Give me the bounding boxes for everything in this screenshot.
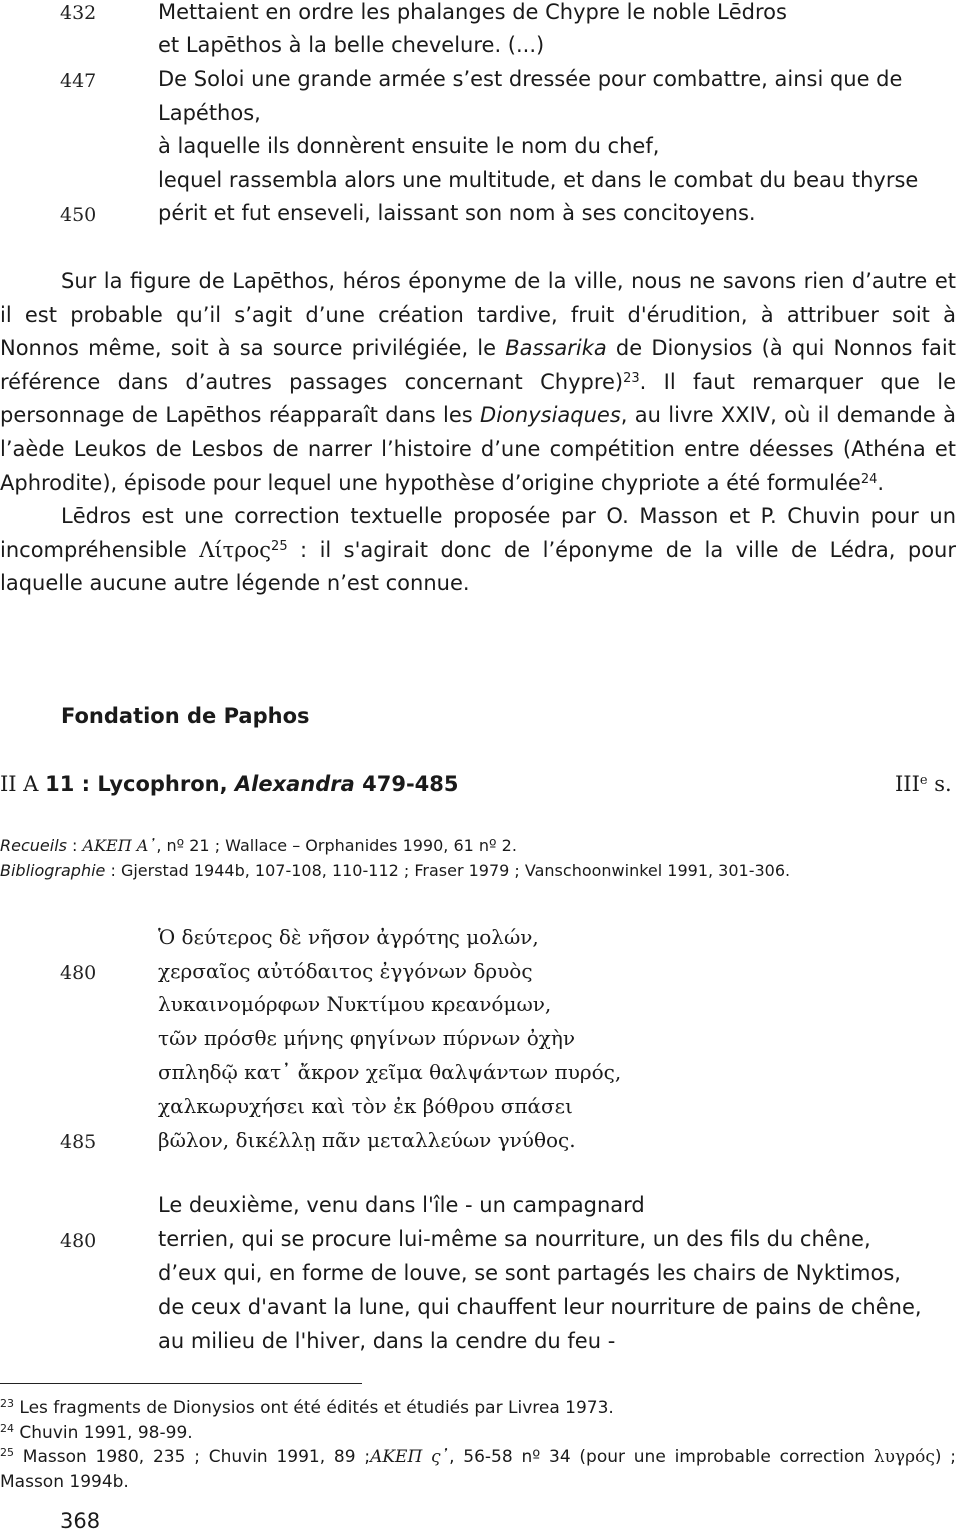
page-number: 368 <box>60 1509 101 1533</box>
entry-century: IIIe s. <box>895 772 952 796</box>
footnote-ref[interactable]: 24 <box>860 471 878 487</box>
entry-heading: II A 11 : Lycophron, Alexandra 479-485 <box>0 772 459 796</box>
paragraph-ledros: Lēdros est une correction textuelle proposée par O. Masson et P. Chuvin pour un incompréhensible Λίτρος$^{25}$ : il s'agirait donc de l’éponyme de la ville de Lédra, pour laquelle aucune autre légende n’est connue. <box>0 504 956 596</box>
paragraph-lapethos: Sur la figure de Lapēthos, héros éponyme de la ville, nous ne savons rien d’autre et il est probable qu’il s’agit d’une création tardive, fruit d'érudition, à attribuer soit à Nonnos même, soit à sa source privilégiée, le Bassarika de Dionysios (à qui Nonnos fait référence dans d’autres passages concernant Chypre)$^{23}$. Il faut remarquer que le personnage de Lapēthos réapparaît dans les Dionysiaques, au livre XXIV, où il demande à l’aède Leukos de Lesbos de narrer l’histoire d’une compétition entre déesses (Athéna et Aphrodite), épisode pour lequel une hypothèse d’origine chypriote a été formulée$^{24}$. <box>0 269 956 495</box>
verse-line: lequel rassembla alors une multitude, et dans le combat du beau thyrse <box>158 168 919 192</box>
footnote-25: $^{25}$ Masson 1980, 235 ; Chuvin 1991, 89 ;ΑΚΕΠ ς᾿, 56-58 nº 34 (pour une improbable correction λυγρός) ; Masson 1994b. <box>0 1446 956 1492</box>
commentary <box>0 265 956 601</box>
translation-line: d’eux qui, en forme de louve, se sont partagés les chairs de Nyktimos, <box>158 1261 901 1285</box>
greek-verse: σπληδῷ κατ᾽ ἄκρον χεῖμα θαλψάντων πυρός, <box>158 1060 622 1084</box>
greek-word: Λίτρος <box>199 537 272 562</box>
translation-line: Le deuxième, venu dans l'île - un campagnard <box>158 1193 645 1217</box>
translation-line: de ceux d'avant la lune, qui chauffent leur nourriture de pains de chêne, <box>158 1295 922 1319</box>
footnotes <box>0 1396 956 1494</box>
verse-line: à laquelle ils donnèrent ensuite le nom du chef, <box>158 134 660 158</box>
line-number: 485 <box>60 1131 97 1153</box>
entry-author: : Lycophron, <box>74 772 235 796</box>
footnote-23: $^{23}$ Les fragments de Dionysios ont été édités et étudiés par Livrea 1973. <box>0 1397 614 1418</box>
line-number: 447 <box>60 70 97 92</box>
verse-line: et Lapēthos à la belle chevelure. (...) <box>158 33 545 57</box>
greek-verse: λυκαινομόρφων Νυκτίμου κρεανόμων, <box>158 992 552 1016</box>
line-number: 480 <box>60 1230 97 1252</box>
translation-line: terrien, qui se procure lui-même sa nourriture, un des fils du chêne, <box>158 1227 871 1251</box>
bibliographie-label: Bibliographie <box>0 861 106 880</box>
bibliographie-line: Bibliographie : Gjerstad 1944b, 107-108, 110-112 ; Fraser 1979 ; Vanschoonwinkel 1991, 301-306. <box>0 861 791 880</box>
section-title: Fondation de Paphos <box>61 704 310 728</box>
greek-verse: χερσαῖος αὐτόδαιτος ἐγγόνων δρυὸς <box>158 959 533 983</box>
recueils-line: Recueils : ΑΚΕΠ Α᾿, nº 21 ; Wallace – Orphanides 1990, 61 nº 2. <box>0 836 517 855</box>
verse-line: Mettaient en ordre les phalanges de Chypre le noble Lēdros <box>158 0 787 24</box>
recueils-label: Recueils <box>0 836 67 855</box>
greek-verse: τῶν πρόσθε μήνης φηγίνων πύρνων ὀχὴν <box>158 1026 576 1050</box>
work-title: Bassarika <box>505 336 607 361</box>
verse-line: périt et fut enseveli, laissant son nom à ses concitoyens. <box>158 201 756 225</box>
translation-line: au milieu de l'hiver, dans la cendre du feu - <box>158 1329 616 1353</box>
entry-work: Alexandra <box>234 772 355 796</box>
line-number: 450 <box>60 204 97 226</box>
greek-verse: Ὁ δεύτερος δὲ νῆσον ἀγρότης μολών, <box>158 925 539 949</box>
footnote-ref[interactable]: 23 <box>623 370 640 386</box>
verse-line: De Soloi une grande armée s’est dressée pour combattre, ainsi que de <box>158 67 903 91</box>
greek-verse: βῶλον, δικέλλῃ πᾶν μεταλλεύων γνύθος. <box>158 1128 576 1152</box>
greek-verse: χαλκωρυχήσει καὶ τὸν ἐκ βόθρου σπάσει <box>158 1094 573 1118</box>
footnote-24: $^{24}$ Chuvin 1991, 98-99. <box>0 1421 193 1443</box>
work-title: Dionysiaques <box>480 403 621 428</box>
verse-line: Lapéthos, <box>158 101 261 125</box>
line-number: 432 <box>60 2 97 24</box>
footnote-separator <box>0 1383 362 1384</box>
line-number: 480 <box>60 962 97 984</box>
footnote-ref[interactable]: 25 <box>271 538 288 554</box>
